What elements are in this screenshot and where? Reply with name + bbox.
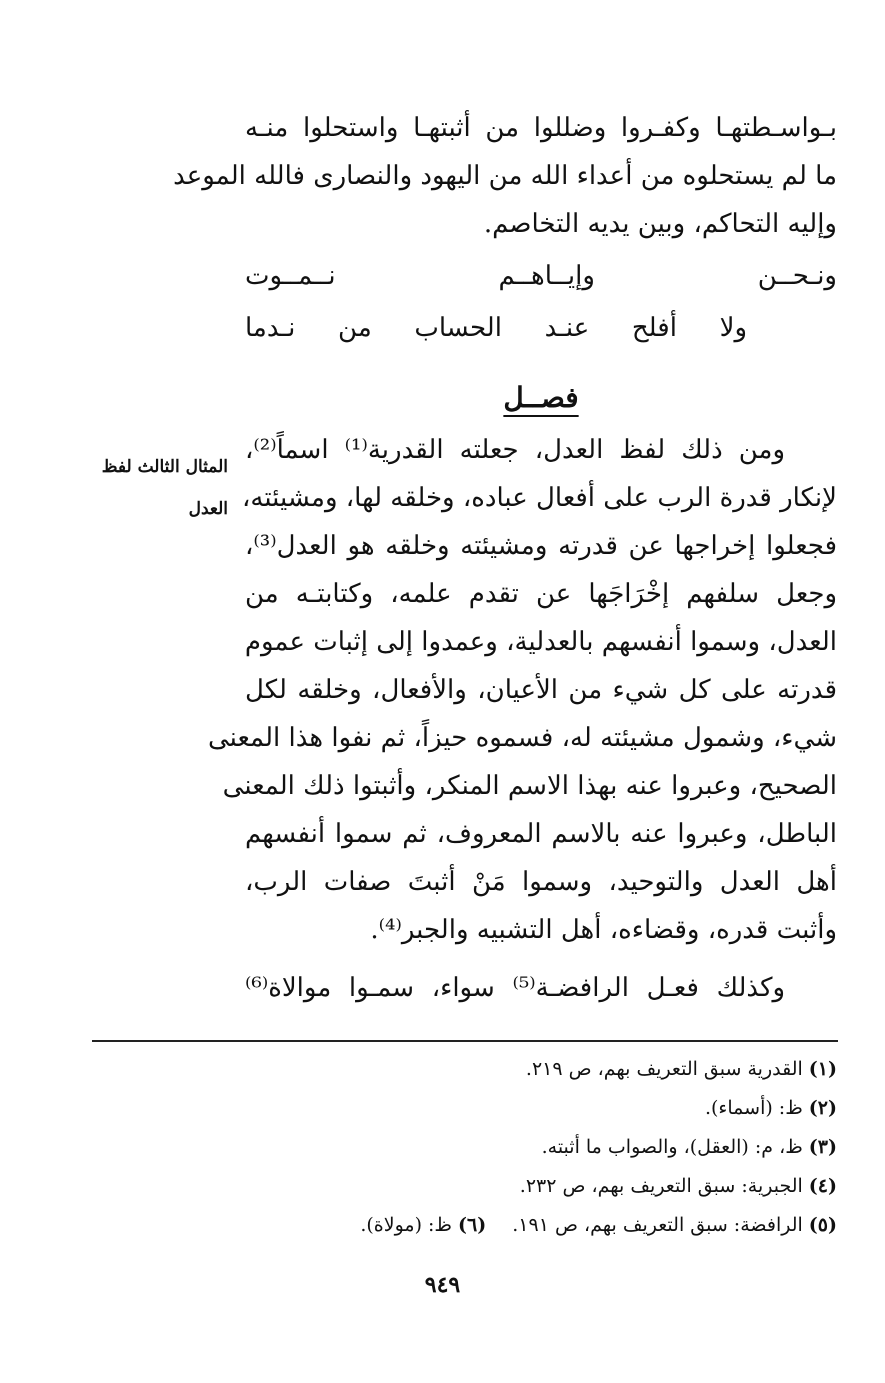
footnote-text: ظ: (مولاة). <box>360 1214 453 1236</box>
text-line: ما لم يستحلوه من أعداء الله من اليهود والنصارى فالله الموعد <box>173 161 837 191</box>
footnote-number: (٣) <box>808 1136 837 1158</box>
poem-hemistich-2: ولا أفلح عنـد الحساب من نـدما <box>245 313 747 343</box>
footnote-text: ظ، م: (العقل)، والصواب ما أثبته. <box>541 1136 803 1158</box>
main-text-column <box>173 104 837 1012</box>
text-line: بـواسـطتهـا وكفـروا وضللوا من أثبتهـا واستحلوا منـه <box>245 113 837 143</box>
footnote-text: الرافضة: سبق التعريف بهم، ص ١٩١. <box>512 1214 803 1236</box>
paragraph-2 <box>245 964 837 1012</box>
footnote-number: (١) <box>808 1058 837 1080</box>
margin-note-line: العدل <box>188 499 228 519</box>
margin-note-line: المثال الثالث لفظ <box>101 457 228 477</box>
footnote-number: (٤) <box>808 1175 837 1197</box>
section-heading: فصــل <box>503 381 579 414</box>
poem-hemistich-1: ونـحــن وإيــاهــم نــمــوت <box>245 261 837 291</box>
footnote <box>200 1089 837 1128</box>
footnote <box>200 1167 837 1206</box>
text-line: فجعلوا إخراجها عن قدرته ومشيئته وخلقه هو العدل⁽³⁾، <box>245 531 837 561</box>
footnote <box>200 1206 837 1245</box>
footnote-text: ظ: (أسماء). <box>704 1097 803 1119</box>
text-line: الصحيح، وعبروا عنه بهذا الاسم المنكر، وأثبتوا ذلك المعنى <box>222 771 837 801</box>
text-line: وجعل سلفهم إخْرَاجَها عن تقدم علمه، وكتابتـه من <box>245 579 837 609</box>
footnote-divider <box>92 1040 838 1042</box>
text-line: وكذلك فعـل الرافضـة⁽⁵⁾ سواء، سمـوا موالاة⁽⁶⁾ <box>245 973 786 1003</box>
page-number: ٩٤٩ <box>424 1272 461 1298</box>
paragraph-1 <box>208 426 837 954</box>
footnotes <box>200 1050 837 1245</box>
text-line: قدرته على كل شيء من الأعيان، والأفعال، وخلقه لكل <box>245 675 837 705</box>
margin-note <box>88 446 228 530</box>
footnote-number: (٦) <box>458 1214 487 1236</box>
footnote-text: القدرية سبق التعريف بهم، ص ٢١٩. <box>525 1058 803 1080</box>
poem-verse <box>245 252 837 352</box>
text-line: شيء، وشمول مشيئته له، فسموه حيزاً، ثم نفوا هذا المعنى <box>208 723 837 753</box>
text-line: وأثبت قدره، وقضاءه، أهل التشبيه والجبر⁽⁴⁾. <box>370 915 837 945</box>
text-line: أهل العدل والتوحيد، وسموا مَنْ أثبتَ صفات الرب، <box>245 867 837 897</box>
text-line: العدل، وسموا أنفسهم بالعدلية، وعمدوا إلى إثبات عموم <box>244 627 837 657</box>
text-line: ومن ذلك لفظ العدل، جعلته القدرية⁽¹⁾ اسماً⁽²⁾، <box>245 435 786 465</box>
text-line: الباطل، وعبروا عنه بالاسم المعروف، ثم سموا أنفسهم <box>245 819 837 849</box>
footnote-text: الجبرية: سبق التعريف بهم، ص ٢٣٢. <box>519 1175 803 1197</box>
footnote <box>200 1128 837 1167</box>
text-line: وإليه التحاكم، وبين يديه التخاصم. <box>483 209 837 239</box>
footnote-number: (٢) <box>808 1097 837 1119</box>
footnote <box>200 1050 837 1089</box>
footnote-number: (٥) <box>808 1214 837 1236</box>
text-line: لإنكار قدرة الرب على أفعال عباده، وخلقه لها، ومشيئته، <box>241 483 837 513</box>
